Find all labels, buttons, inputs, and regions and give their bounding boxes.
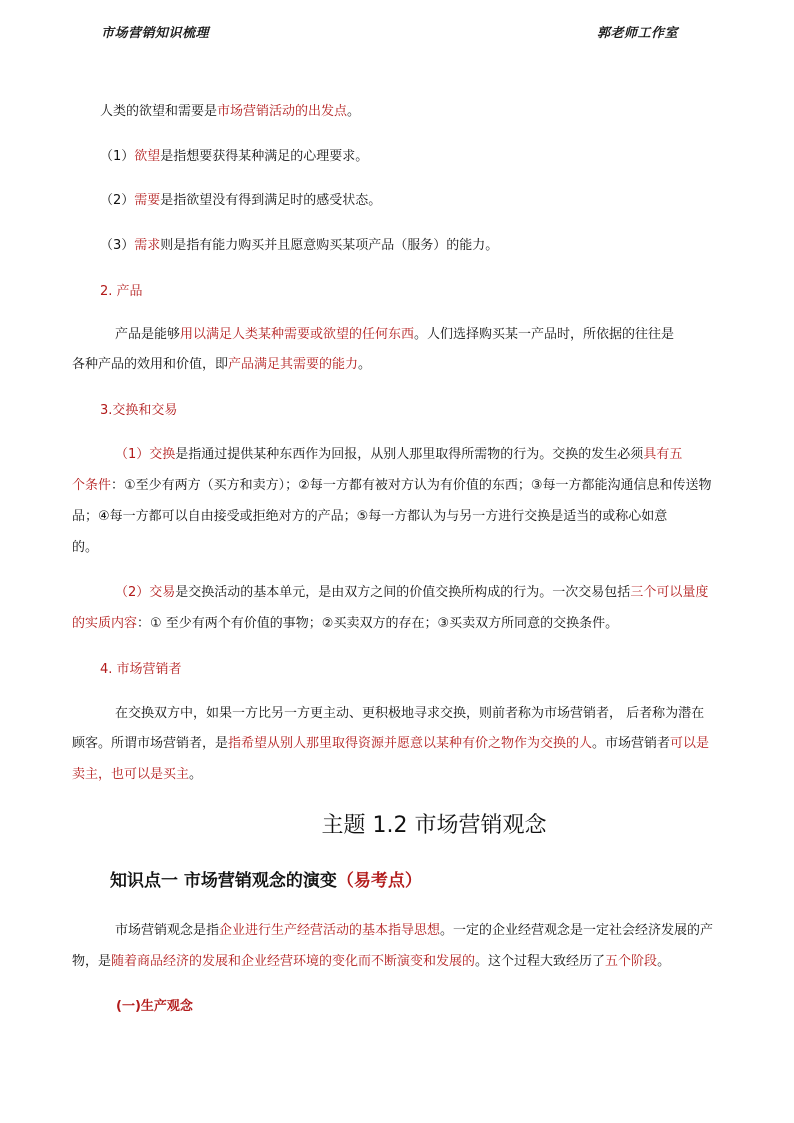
paragraph-exchange-line3: 品；④每一方都可以自由接受或拒绝对方的产品；⑤每一方都认为与另一方进行交换是适当的或称心如意 (72, 509, 668, 524)
header-title-left: 市场营销知识梳理 (101, 26, 210, 41)
subsection-heading-production: (一)生产观念 (116, 999, 193, 1014)
highlight-text: 卖主，也可以是买主 (72, 767, 190, 782)
definition-need (100, 191, 760, 211)
paragraph-marketer-line3 (72, 765, 732, 785)
highlight-text: 可以是 (670, 736, 710, 751)
text-span: 。市场营销者 (592, 736, 671, 751)
definition-text: 是指欲望没有得到满足时的感受状态。 (160, 193, 382, 208)
text-span: 各种产品的效用和价值，即 (72, 357, 229, 372)
item-number: （2） (115, 585, 150, 600)
term-demand: 需求 (134, 238, 161, 253)
text-span: ：① 至少有两个有价值的事物；②买卖双方的存在；③买卖双方所同意的交换条件。 (137, 616, 619, 631)
section-heading-exchange: 3.交换和交易 (100, 403, 178, 418)
paragraph-concept-line1 (115, 921, 735, 941)
text-span: 。 (347, 104, 361, 119)
highlight-text: 产品满足其需要的能力 (228, 357, 359, 372)
paragraph-exchange-line2 (72, 476, 732, 496)
paragraph-product-line2 (72, 355, 732, 375)
text-span: 。这个过程大致经历了 (475, 954, 606, 969)
highlight-text: 用以满足人类某种需要或欲望的任何东西 (180, 327, 415, 342)
text-span: 市场营销观念是指 (115, 923, 220, 938)
definition-text: 是指想要获得某种满足的心理要求。 (160, 149, 369, 164)
highlight-text: 的实质内容 (72, 616, 138, 631)
exam-tag: （易考点） (336, 871, 422, 891)
text-span: 人类的欲望和需要是 (100, 104, 218, 119)
text-span: ：①至少有两方（买方和卖方）；②每一方都有被对方认为有价值的东西；③每一方都能沟通信息和传送物 (111, 478, 712, 493)
highlight-text: 五个阶段 (605, 954, 658, 969)
text-span: 产品是能够 (115, 327, 181, 342)
term-want: 欲望 (134, 149, 161, 164)
paragraph-desire-origin (100, 102, 760, 122)
paragraph-transaction-line2 (72, 614, 732, 634)
paragraph-marketer-line2 (72, 734, 732, 754)
text-span: 物，是 (72, 954, 112, 969)
item-number: （3） (100, 238, 135, 253)
item-number: （1） (100, 149, 135, 164)
paragraph-concept-line2 (72, 952, 732, 972)
paragraph-exchange-line4: 的。 (72, 540, 99, 555)
theme-title: 主题 1.2 市场营销观念 (321, 813, 547, 838)
text-span: 顾客。所谓市场营销者，是 (72, 736, 229, 751)
highlight-text: 三个可以量度 (630, 585, 709, 600)
highlight-text: 随着商品经济的发展和企业经营环境的变化而不断演变和发展的 (111, 954, 476, 969)
item-number: （1） (115, 447, 150, 462)
highlight-text: 企业进行生产经营活动的基本指导思想 (219, 923, 441, 938)
text-span: 。一定的企业经营观念是一定社会经济发展的产 (440, 923, 714, 938)
text-span: 是指通过提供某种东西作为回报，从别人那里取得所需物的行为。交换的发生必须 (175, 447, 644, 462)
highlight-text: 具有五 (643, 447, 683, 462)
definition-text: 则是指有能力购买并且愿意购买某项产品（服务）的能力。 (160, 238, 499, 253)
section-heading-marketer: 4. 市场营销者 (100, 662, 182, 677)
text-span: 。人们选择购买某一产品时，所依据的往往是 (414, 327, 675, 342)
paragraph-product-line1 (115, 325, 735, 345)
highlight-text: 市场营销活动的出发点 (217, 104, 348, 119)
highlight-text: 个条件 (72, 478, 112, 493)
definition-want (100, 147, 760, 167)
item-number: （2） (100, 193, 135, 208)
definition-demand (100, 236, 760, 256)
text-span: 。 (657, 954, 671, 969)
paragraph-transaction-line1 (115, 583, 735, 603)
paragraph-exchange-line1 (115, 445, 735, 465)
term-exchange: 交换 (149, 447, 176, 462)
term-need: 需要 (134, 193, 161, 208)
knowledge-point-text: 知识点一 市场营销观念的演变 (110, 871, 337, 891)
header-title-right: 郭老师工作室 (597, 26, 679, 41)
section-heading-product: 2. 产品 (100, 284, 143, 299)
text-span: 是交换活动的基本单元，是由双方之间的价值交换所构成的行为。一次交易包括 (175, 585, 631, 600)
knowledge-point-title (110, 869, 422, 893)
text-span: 。 (189, 767, 203, 782)
term-transaction: 交易 (149, 585, 176, 600)
highlight-text: 指希望从别人那里取得资源并愿意以某种有价之物作为交换的人 (228, 736, 593, 751)
paragraph-marketer-line1: 在交换双方中，如果一方比另一方更主动、更积极地寻求交换，则前者称为市场营销者， 后者称为潜在 (115, 706, 705, 721)
text-span: 。 (358, 357, 372, 372)
